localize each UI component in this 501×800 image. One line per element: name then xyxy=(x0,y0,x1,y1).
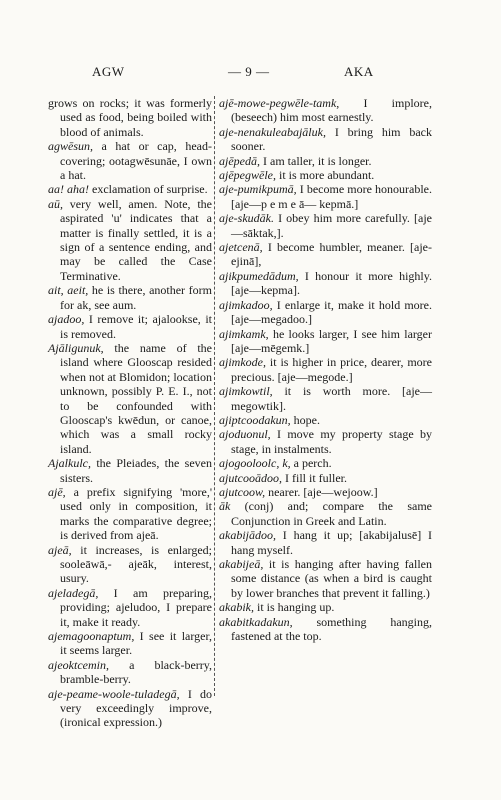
entry-headword: aje-pumikpumā, xyxy=(219,182,297,197)
column-divider xyxy=(214,96,215,696)
entry-headword: ajemagoonaptum, xyxy=(48,629,135,644)
entry-headword: ajēpedā, xyxy=(219,153,260,168)
dictionary-entry xyxy=(48,629,212,658)
dictionary-entry xyxy=(48,283,212,312)
entry-headword: aa! aha! xyxy=(48,182,89,197)
entry-headword: ajeoktcemin, xyxy=(48,657,109,672)
dictionary-entry xyxy=(219,615,432,644)
right-column xyxy=(219,96,432,643)
entry-headword: ajeladegā, xyxy=(48,585,99,600)
entry-headword: aje-nenakuleabajāluk, xyxy=(219,124,326,139)
entry-headword: ajēpegwēle, xyxy=(219,168,276,183)
dictionary-entry xyxy=(219,427,432,456)
entry-headword: ajutcoow, xyxy=(219,484,266,499)
entry-definition: I am taller, it is longer. xyxy=(260,153,372,168)
entry-definition: hope. xyxy=(290,412,320,427)
left-column xyxy=(48,96,212,730)
dictionary-entry xyxy=(48,312,212,341)
entry-definition: the Pleiades, the seven sisters. xyxy=(60,456,212,485)
entry-definition: I hang it up; [akabijalusē] I hang myself. xyxy=(231,528,432,557)
dictionary-entry xyxy=(48,658,212,687)
entry-headword: ajiptcoodakun, xyxy=(219,412,291,427)
dictionary-entry xyxy=(219,211,432,240)
entry-headword: ajimkamk, xyxy=(219,326,269,341)
entry-headword: agwēsun, xyxy=(48,139,93,154)
dictionary-entry xyxy=(48,197,212,283)
entry-definition: I become humbler, meaner. [aje- ejinā], xyxy=(231,240,432,269)
dictionary-entry xyxy=(48,485,212,543)
entry-headword: ajogooloolc, k, xyxy=(219,456,291,471)
dictionary-entry xyxy=(48,139,212,182)
entry-headword: aū, xyxy=(48,196,63,211)
header-right-guideword: AKA xyxy=(344,64,374,79)
entry-headword: akabik, xyxy=(219,600,254,615)
entry-definition: very well, amen. Note, the aspirated 'u' indicates that a matter is finally settled, it is a sign of a sentence ending, and may be called the Case Terminative. xyxy=(60,196,212,283)
entry-headword: ajē, xyxy=(48,484,66,499)
entry-definition: it is worth more. [aje—megowtik]. xyxy=(231,384,432,413)
dictionary-entry xyxy=(48,96,212,139)
entry-definition: a prefix signifying 'more,' used only in composition, it marks the comparative degree; is derived from ajeā. xyxy=(60,484,212,543)
entry-headword: ajoduonul, xyxy=(219,427,271,442)
dictionary-entry xyxy=(219,240,432,269)
entry-definition: (conj) and; compare the same Conjunction in Greek and Latin. xyxy=(230,499,432,528)
entry-definition: I am preparing, providing; ajeludoo, I prepare it, make it ready. xyxy=(60,585,212,629)
dictionary-entry xyxy=(219,384,432,413)
entry-headword: akabitkadakun, xyxy=(219,614,293,629)
dictionary-entry xyxy=(219,456,432,470)
entry-definition: I fill it fuller. xyxy=(282,470,347,485)
entry-definition: I remove it; ajalookse, it is removed. xyxy=(60,312,212,341)
entry-definition: it is higher in price, dearer, more precious. [aje—megode.] xyxy=(231,355,432,384)
entry-headword: akabijeā, xyxy=(219,557,264,571)
entry-headword: ajutcooādoo, xyxy=(219,470,282,485)
dictionary-entry xyxy=(219,528,432,557)
dictionary-entry xyxy=(219,485,432,499)
entry-headword: Ajalkulc, xyxy=(48,456,91,471)
dictionary-entry xyxy=(219,600,432,614)
entry-headword: ajimkadoo, xyxy=(219,297,273,312)
entry-definition: a perch. xyxy=(290,456,332,471)
dictionary-entry xyxy=(219,182,432,211)
dictionary-entry xyxy=(219,154,432,168)
entry-definition: it is hanging up. xyxy=(254,600,335,615)
entry-headword: ajē-mowe-pegwēle-tamk, xyxy=(219,96,340,110)
dictionary-entry xyxy=(48,586,212,629)
entry-definition: something hanging, fastened at the top. xyxy=(231,614,432,644)
dictionary-entry xyxy=(219,471,432,485)
page-header xyxy=(0,64,501,84)
entry-definition: I do very exceedingly improve, (ironical expression.) xyxy=(60,686,212,730)
entry-headword: ajimkowtil, xyxy=(219,384,273,399)
entry-headword: Ajāligunuk, xyxy=(48,340,104,355)
entry-headword: aje-peame-woole-tuladegā, xyxy=(48,686,180,701)
entry-definition: I become more honourable. [aje—p e m e ā— kepmā.] xyxy=(231,182,432,211)
dictionary-entry xyxy=(48,687,212,730)
dictionary-entry xyxy=(219,413,432,427)
dictionary-entry xyxy=(219,499,432,528)
entry-definition: the name of the island where Glooscap resided when not at Blomidon; location unknown, possibly P. E. I., not to be confounded with Glooscap's kwēdun, or canoe, which was a small rocky island. xyxy=(60,340,212,456)
entry-headword: ajikpumedādum, xyxy=(219,268,299,283)
entry-definition: it increases, is enlarged; sooleāwā,- ajeāk, interest, usury. xyxy=(60,542,212,586)
entry-definition: I enlarge it, make it hold more. [aje—megadoo.] xyxy=(231,297,432,327)
dictionary-entry xyxy=(219,269,432,298)
dictionary-entry xyxy=(48,182,212,196)
entry-definition: he looks larger, I see him larger [aje—mēgemk.] xyxy=(231,326,432,355)
entry-headword: ajeā, xyxy=(48,542,72,557)
entry-definition: I see it larger, it seems larger. xyxy=(60,629,212,658)
dictionary-entry xyxy=(219,355,432,384)
entry-definition: it is hanging after having fallen some distance (as when a bird is caught by lower branches that prevent it falling.) xyxy=(231,557,432,600)
dictionary-entry xyxy=(48,543,212,586)
entry-definition: grows on rocks; it was formerly used as food, being boiled with blood of animals. xyxy=(48,96,212,139)
entry-definition: he is there, another form for ak, see aum. xyxy=(60,283,212,312)
entry-definition: I honour it more highly. [aje—kepma]. xyxy=(231,268,432,298)
entry-definition: I move my property stage by stage, in instalments. xyxy=(231,427,432,456)
entry-headword: aje-skudāk. xyxy=(219,211,274,226)
dictionary-entry xyxy=(48,456,212,485)
dictionary-entry xyxy=(219,557,432,600)
dictionary-entry xyxy=(219,298,432,327)
entry-headword: ajetcenā, xyxy=(219,240,263,255)
entry-headword: āk xyxy=(219,499,231,514)
entry-definition: I implore, (beseech) him most earnestly. xyxy=(231,96,432,125)
entry-definition: a black-berry, bramble-berry. xyxy=(60,657,212,687)
entry-headword: akabijādoo, xyxy=(219,528,276,543)
entry-definition: I bring him back sooner. xyxy=(231,124,432,154)
dictionary-entry xyxy=(219,125,432,154)
dictionary-entry xyxy=(219,327,432,356)
entry-definition: it is more abundant. xyxy=(275,168,375,183)
dictionary-entry xyxy=(219,168,432,182)
entry-headword: ajadoo, xyxy=(48,312,85,327)
entry-definition: a hat or cap, head-covering; ootagwēsunāe, I own a hat. xyxy=(60,139,212,183)
entry-definition: exclamation of surprise. xyxy=(89,182,208,197)
dictionary-entry xyxy=(48,341,212,456)
page-number: — 9 — xyxy=(228,64,270,79)
header-left-guideword: AGW xyxy=(92,64,125,79)
entry-headword: ait, aeit, xyxy=(48,283,89,298)
entry-definition: nearer. [aje—wejoow.] xyxy=(265,484,378,499)
dictionary-entry xyxy=(219,96,432,125)
entry-definition: I obey him more carefully. [aje—sāktak,]. xyxy=(231,211,432,240)
entry-headword: ajimkode, xyxy=(219,355,266,370)
